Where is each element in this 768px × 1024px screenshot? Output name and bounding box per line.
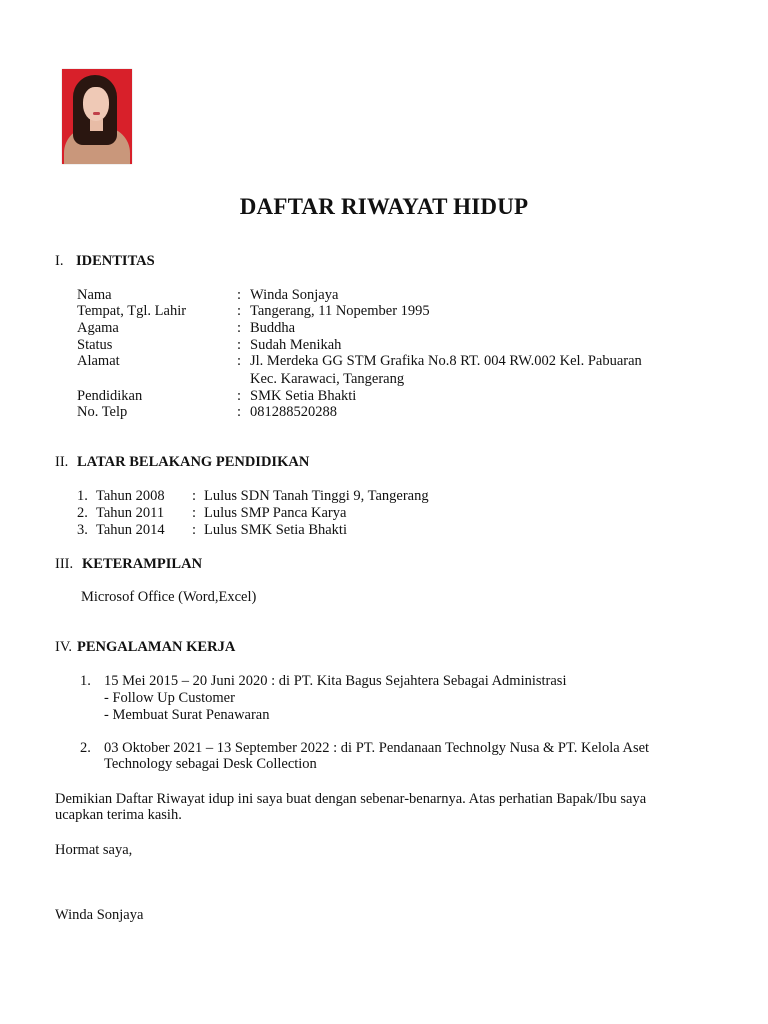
identitas-sep: : [237,404,242,420]
section-pendidikan-heading: LATAR BELAKANG PENDIDIKAN [77,454,310,470]
closing-paragraph-line1: Demikian Daftar Riwayat idup ini saya buat dengan sebenar-benarnya. Atas perhatian Bapak/Ibu saya [55,791,647,807]
pendidikan-item-num: 1. [77,488,88,504]
identitas-sep: : [237,320,242,336]
section-identitas-numeral: I. [55,253,64,269]
pendidikan-item-year: Tahun 2014 [96,522,165,538]
pengalaman-item-num: 2. [80,740,91,756]
identitas-label-agama: Agama [77,320,119,336]
closing-regards: Hormat saya, [55,842,133,858]
pengalaman-bullet: - Follow Up Customer [104,690,235,706]
section-pengalaman-numeral: IV. [55,639,73,655]
pendidikan-item-sep: : [192,522,197,538]
identitas-sep: : [237,337,242,353]
section-pengalaman-heading: PENGALAMAN KERJA [77,639,236,655]
identitas-label-pendidikan: Pendidikan [77,388,143,404]
identitas-value-pendidikan: SMK Setia Bhakti [250,388,357,404]
photo-lips [93,112,100,115]
identitas-label-alamat: Alamat [77,353,120,369]
identitas-value-agama: Buddha [250,320,296,336]
pendidikan-item-sep: : [192,488,197,504]
identitas-label-telp: No. Telp [77,404,128,420]
pendidikan-item-year: Tahun 2008 [96,488,165,504]
identitas-value-telp: 081288520288 [250,404,337,420]
pendidikan-item-num: 2. [77,505,88,521]
keterampilan-text: Microsof Office (Word,Excel) [81,589,257,605]
identitas-value-alamat-line2: Kec. Karawaci, Tangerang [250,371,405,387]
pendidikan-item-year: Tahun 2011 [96,505,165,521]
closing-paragraph-line2: ucapkan terima kasih. [55,807,182,823]
identitas-label-nama: Nama [77,287,112,303]
pendidikan-item-text: Lulus SMK Setia Bhakti [204,522,347,538]
section-keterampilan-heading: KETERAMPILAN [82,556,203,572]
pendidikan-item-text: Lulus SMP Panca Karya [204,505,347,521]
section-pendidikan-numeral: II. [55,454,69,470]
identitas-sep: : [237,353,242,369]
pengalaman-item-num: 1. [80,673,91,689]
section-identitas-heading: IDENTITAS [76,253,155,269]
pendidikan-item-text: Lulus SDN Tanah Tinggi 9, Tangerang [204,488,429,504]
identitas-sep: : [237,303,242,319]
identitas-value-alamat: Jl. Merdeka GG STM Grafika No.8 RT. 004 RW.002 Kel. Pabuaran [250,353,642,369]
identitas-value-status: Sudah Menikah [250,337,342,353]
pengalaman-item-line: 15 Mei 2015 – 20 Juni 2020 : di PT. Kita Bagus Sejahtera Sebagai Administrasi [104,673,567,689]
identitas-value-nama: Winda Sonjaya [250,287,339,303]
pendidikan-item-num: 3. [77,522,88,538]
identitas-label-status: Status [77,337,113,353]
identitas-sep: : [237,287,242,303]
section-keterampilan-numeral: III. [55,556,74,572]
signature-name: Winda Sonjaya [55,907,144,923]
identitas-value-ttl: Tangerang, 11 Nopember 1995 [250,303,430,319]
pendidikan-item-sep: : [192,505,197,521]
identitas-label-ttl: Tempat, Tgl. Lahir [77,303,187,319]
pengalaman-item-line: 03 Oktober 2021 – 13 September 2022 : di PT. Pendanaan Technolgy Nusa & PT. Kelola Aset [104,740,650,756]
pengalaman-item-line2: Technology sebagai Desk Collection [104,756,317,772]
document-title: DAFTAR RIWAYAT HIDUP [239,194,529,219]
profile-photo [62,69,132,164]
identitas-sep: : [237,388,242,404]
pengalaman-bullet: - Membuat Surat Penawaran [104,707,270,723]
photo-face [83,87,109,121]
